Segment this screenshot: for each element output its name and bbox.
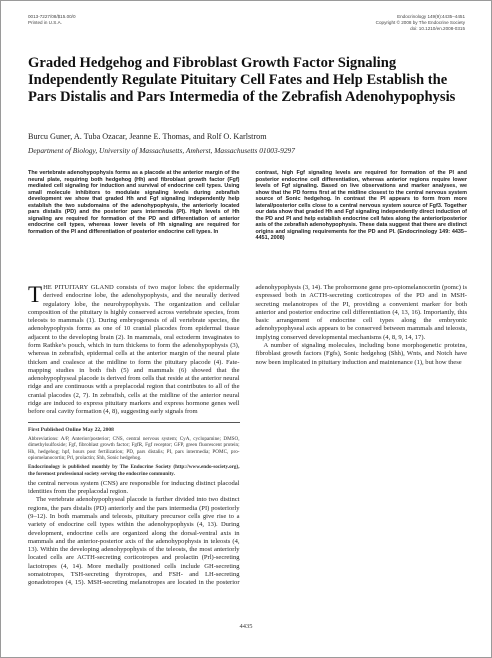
- footnote-abbreviations: Abbreviations: A/P, Anterior/posterior; CNS, central nervous system; CyA, cyclopamine; DMSO, dimethylsulfoxide; Fgf, fibroblast growth factor; FgfR, Fgf receptor; GFP, green fluorescent protein; Hh, hedgehog; hpf, hours post fertilization; PD, pars distalis; PI, pars intermedia; POMC, pro-opiomelanocortin; Prl, prolactin; Shh, Sonic hedgehog.: [28, 435, 240, 461]
- author-list: Burcu Guner, A. Tuba Ozacar, Jeanne E. Thomas, and Rolf O. Karlstrom: [28, 132, 267, 141]
- copyright-line: Copyright © 2008 by The Endocrine Society: [375, 20, 465, 25]
- drop-cap: T: [28, 282, 43, 307]
- abstract-part-2: contrast, high Fgf signaling levels are required for formation of the PI and posterior endocrine cell differentiation, whereas anterior regions require lower levels of Fgf signaling. Based on live observations and marker analyses, we show that the PD forms first at the midline closest to the central nervous system source of Sonic hedgehog. In contrast the PI appears to form from more lateral/posterior cells close to a central nervous system source of Fgf3. Together our data show that graded Hh and Fgf signaling independently direct induction of the PD and PI and help establish endocrine cell fates along the anterior/posterior axis of the zebrafish adenohypophysis. These data suggest that there are distinct origins and signaling requirements for the PD and PI. (Endocrinology 149: 4435–4451, 2008): [255, 170, 467, 242]
- body-paragraph-placode: The vertebrate adenohypophyseal placode is further divided into two distinct regions, the pars distalis (PD) anteriorly and the pars intermedia (PI) posteriorly (9–12). In both mammals and teleosts, pituitary precursor cells give rise to a variety of endocrine cell types within the adenohypophysis (4, 13). During development, endocrine cells are organized along the dorsal-ventral axis in mammals and the anterior-posterior axis of the adenohypophysis in teleosts (4, 13). Within the developing adenohypophysis of the teleosts, the most anteriorly located cells are ACTH-secreting corticotropes and prolactin (Prl)-secreting lactotropes (4, 14). More medially positioned cells include GH-secreting somatotropes, TSH-secreting thyrotropes, and FSH- and LH-secreting gonadotropes (4, 15). MSH-secreting melanotropes are located in the posterior adenohypophysis (3, 14). The prohormone gene pro-opiomelanocortin (pomc) is expressed both in ACTH-secreting corticotropes of the PD and in MSH-secreting melanotropes of the PI, providing a convenient marker for both anterior and posterior endocrine cell differentiation (4, 13, 16). Importantly, this basic arrangement of endocrine cell types along the embryonic adenohypophyseal axis appears to be conserved between mammals and teleosts, implying conserved developmental mechanisms (4, 8, 9, 14, 17).: [28, 284, 467, 587]
- journal-header-left: [28, 14, 76, 26]
- body-paragraph-continued: the central nervous system (CNS) are responsible for inducing distinct placodal identities from the preplacodal region.: [28, 479, 240, 496]
- affiliation: Department of Biology, University of Massachusetts, Amherst, Massachusetts 01003-9297: [28, 146, 295, 155]
- doi-line: doi: 10.1210/en.2008-0315: [410, 26, 465, 31]
- issn-line: 0013-7227/08/$15.00/0: [28, 14, 76, 19]
- footnotes: [28, 422, 240, 477]
- footnote-published: First Published Online May 22, 2008: [28, 426, 114, 433]
- citation-line: Endocrinology 149(9):4435–4451: [397, 14, 465, 19]
- page-number: 4435: [239, 623, 253, 630]
- intro-text: HE PITUITARY GLAND consists of two major lobes: the epidermally derived endocrine lobe, the adenohypophysis, and the neurally derived regulatory lobe, the neurohypophysis. The organization and cellular composition of the pituitary is highly conserved across vertebrate species, from teleosts to mammals (1). During embryogenesis of all vertebrate species, the adenohypophysis forms as one of 10 cranial placodes from epidermal tissue adjacent to the developing brain (2). In mammals, oral ectoderm invaginates to form Rathke’s pouch, which in turn thickens to form the adenohypophysis (3), whereas in zebrafish, epidermal cells at the anterior margin of the neural plate thicken and coalesce at the midline to form the pituitary placode (4). Fate-mapping studies in both fish (5) and mammals (6) showed that the adenohypophyseal placode is derived from cells that reside at the anterior neural ridge and are continuous with a preplacodal region that contributes to all of the cranial placodes (2, 7). In zebrafish, cells at the midline of the anterior neural ridge are induced to express pituitary markers and express hormone genes well before oral cavity formation (4, 8), suggesting early signals from: [28, 284, 240, 416]
- printed-line: Printed in U.S.A.: [28, 20, 62, 25]
- footnote-society: Endocrinology is published monthly by The Endocrine Society (http://www.endo-society.org), the foremost professional society serving the endocrine community.: [28, 464, 240, 477]
- journal-header-right: [376, 14, 465, 32]
- body-paragraph-intro: [28, 284, 240, 417]
- article-title: Graded Hedgehog and Fibroblast Growth Factor Signaling Independently Regulate Pituitary Cell Fates and Help Establish the Pars Distalis and Pars Intermedia of the Zebrafish Adenohypophysis: [28, 55, 456, 106]
- abstract: [28, 170, 467, 272]
- abstract-part-1: The vertebrate adenohypophysis forms as a placode at the anterior margin of the neural plate, requiring both hedgehog (Hh) and fibroblast growth factor (Fgf) mediated cell signaling for induction and survival of endocrine cell types. Using small molecule inhibitors to modulate signaling levels during zebrafish development we show that graded Hh and Fgf signaling independently help establish the two subdomains of the adenohypophysis, the anteriorly located pars distalis (PD) and the posterior pars intermedia (PI). High levels of Hh signaling are required for formation of the PD and differentiation of anterior endocrine cell types, whereas lower levels of Hh signaling are required for formation of the PI and differentiation of posterior endocrine cell types. In: [28, 170, 240, 235]
- article-body: [28, 284, 467, 594]
- body-paragraph-signaling: A number of signaling molecules, including bone morphogenetic proteins, fibroblast growth factors (Fgfs), Sonic hedgehog (Shh), Wnts, and Notch have now been implicated in pituitary induction and maintenance (1), but how these: [255, 341, 467, 366]
